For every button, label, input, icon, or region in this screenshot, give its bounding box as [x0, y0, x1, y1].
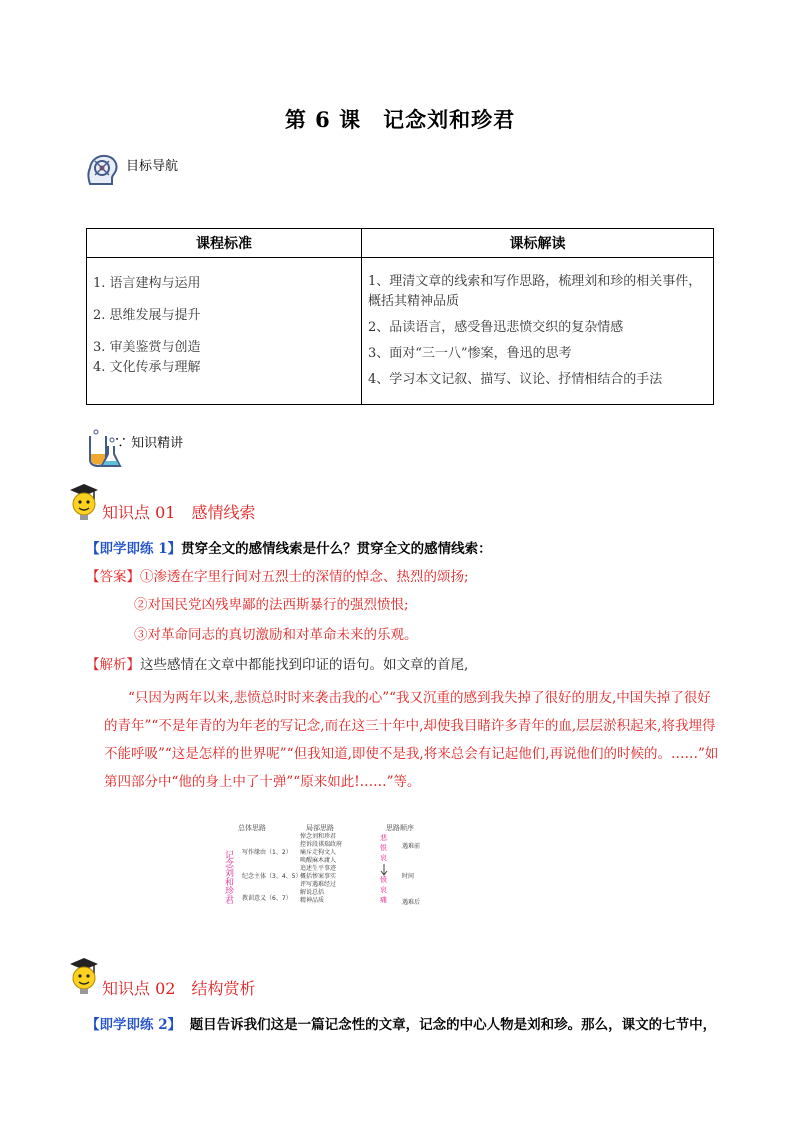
- nav-label: 目标导航: [126, 159, 179, 174]
- diagram-detail: 悼念刘和珍君: [300, 833, 337, 840]
- diagram-detail: 评写遇难经过: [300, 881, 337, 888]
- diagram-detail: 痛斥走狗文人: [300, 849, 337, 856]
- analysis-intro: 这些感情在文章中都能找到印证的语句。如文章的首尾,: [140, 657, 469, 673]
- diagram-vertical-title: 记念刘和珍君: [223, 850, 233, 904]
- diagram-group: 教训意义（6、7）: [242, 895, 292, 902]
- diagram-header: 思路顺序: [386, 824, 414, 832]
- diagram-arrow-icon: [381, 864, 387, 875]
- kp1-answer-1: [86, 566, 469, 588]
- knowledge-label-text: 知识精讲: [131, 436, 184, 451]
- diagram-detail: 唤醒麻木庸人: [300, 857, 337, 864]
- interpretation-item: 1、理清文章的线索和写作思路，梳理刘和珍的相关事件，概括其精神品质: [368, 274, 702, 309]
- exercise-tag: 【即学即练 1】: [86, 541, 182, 557]
- interpretation-item: 3、面对“三一八”惨案，鲁迅的思考: [368, 346, 572, 361]
- diagram-order-right: 遇难后: [402, 899, 421, 906]
- diagram-detail: 精神品质: [300, 897, 325, 904]
- diagram-order: 痛: [380, 896, 387, 904]
- graduate-bulb-icon: [66, 482, 102, 522]
- standard-item: 4. 文化传承与理解: [93, 360, 201, 375]
- structure-diagram: [223, 822, 442, 912]
- diagram-detail: 追述生平事迹: [300, 865, 337, 872]
- diagram-order: 恨: [380, 844, 387, 852]
- graduate-bulb-icon: [66, 956, 102, 996]
- standard-item: 3. 审美鉴赏与创造: [93, 340, 201, 355]
- answer-item: ②对国民党凶残卑鄙的法西斯暴行的强烈愤恨;: [134, 597, 409, 613]
- exercise-question: 题目告诉我们这是一篇记念性的文章，记念的中心人物是刘和珍。那么，课文的七节中，: [189, 1017, 717, 1033]
- exercise-tag: 【即学即练 2】: [86, 1017, 182, 1033]
- interpretation-item: 4、学习本文记叙、描写、议论、抒情相结合的手法: [368, 372, 663, 387]
- diagram-header: 局部思路: [306, 824, 334, 832]
- kp2-exercise: [86, 1014, 736, 1036]
- diagram-order: 哀: [380, 886, 387, 894]
- standard-item: 2. 思维发展与提升: [93, 308, 201, 323]
- diagram-header: 总体思路: [238, 824, 266, 832]
- diagram-order-right: 时间: [402, 873, 415, 880]
- answer-item: ①渗透在字里行间对五烈士的深情的悼念、热烈的颂扬;: [140, 569, 469, 585]
- kp1-title: 知识点 01 感情线索: [102, 503, 256, 522]
- diagram-group: 写作缘由（1、2）: [242, 849, 292, 856]
- interpretation-item: 2、品读语言，感受鲁迅悲愤交织的复杂情感: [368, 320, 624, 335]
- analysis-body: “只因为两年以来,悲愤总时时来袭击我的心”“我又沉重的感到我失掉了很好的朋友,中国失掉了很好的青年”“不是年青的为年老的写记念,而在这三十年中,却使我目睹许多青年的血,层层淤积起来,将我埋得不能呼吸”“这是怎样的世界呢”“但我知道,即使不是我,将来总会有记起他们,再说他们的时候的。……”如第四部分中“他的身上中了十弹”“原来如此!……”等。: [104, 690, 719, 790]
- diagram-order: 悲: [380, 834, 387, 842]
- standard-item: 1. 语言建构与运用: [93, 276, 201, 291]
- interpretation-cell: [362, 258, 714, 405]
- standards-cell: [87, 258, 362, 405]
- answer-tag: 【答案】: [86, 569, 140, 585]
- brain-gear-icon: [82, 150, 122, 190]
- analysis-tag: 【解析】: [86, 657, 140, 673]
- diagram-detail: 解说总括: [300, 889, 325, 896]
- table-header-standard: 课程标准: [87, 229, 362, 258]
- answer-item: ③对革命同志的真切激励和对革命未来的乐观。: [134, 627, 418, 643]
- page-title: 第 6 课 记念刘和珍君: [284, 107, 516, 132]
- knowledge-label: ∵ 知识精讲: [114, 436, 184, 451]
- kp2-title: 知识点 02 结构赏析: [102, 979, 256, 998]
- diagram-detail: 控诉段祺瑞政府: [300, 841, 343, 848]
- kp1-exercise: [86, 538, 726, 560]
- exercise-question: 贯穿全文的感情线索是什么？贯穿全文的感情线索：: [181, 541, 492, 557]
- kp1-analysis: [86, 654, 468, 676]
- diagram-detail: 概括惨案事实: [300, 873, 337, 880]
- diagram-group: 纪念主体（3、4、5）: [242, 873, 302, 880]
- standards-table: [86, 228, 714, 405]
- diagram-order: 愤: [380, 876, 387, 884]
- diagram-order-right: 遇难前: [402, 843, 421, 850]
- diagram-order: 哀: [380, 854, 387, 862]
- table-header-interpretation: 课标解读: [362, 229, 714, 258]
